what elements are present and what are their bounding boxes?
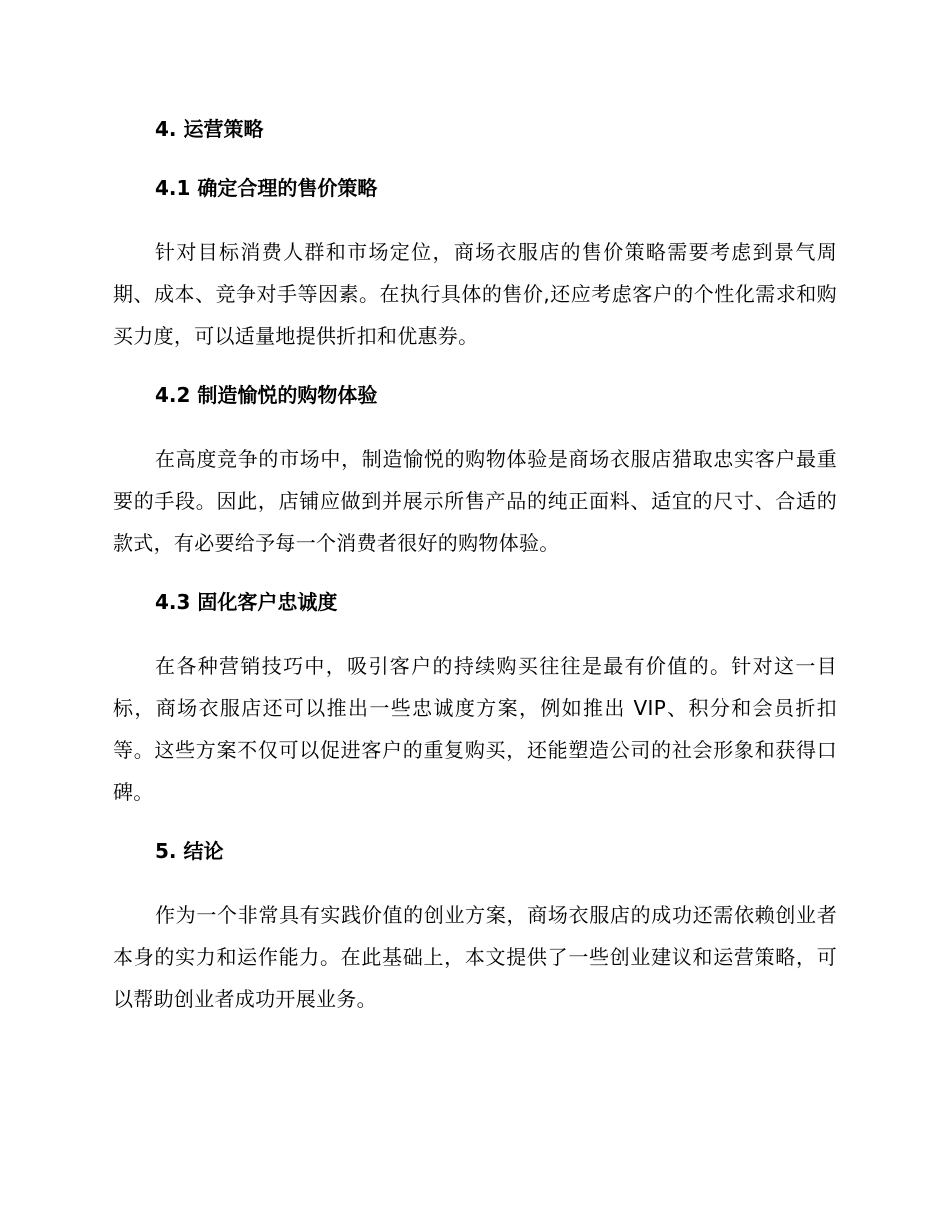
section-heading-pricing: 4.1 确定合理的售价策略 — [155, 176, 378, 200]
section-heading-conclusion: 5. 结论 — [155, 839, 224, 863]
paragraph-shopping-experience: 在高度竞争的市场中，制造愉悦的购物体验是商场衣服店猎取忠实客户最重要的手段。因此，店铺应做到并展示所售产品的纯正面料、适宜的尺寸、合适的款式，有必要给予每一个消费者很好的购物体验。 — [113, 447, 837, 555]
paragraph-loyalty: 在各种营销技巧中，吸引客户的持续购买往往是最有价值的。针对这一目标，商场衣服店还可以推出一些忠诚度方案，例如推出 VIP、积分和会员折扣等。这些方案不仅可以促进客户的重复购买，还能塑造公司的社会形象和获得口碑。 — [113, 654, 837, 804]
document-body — [113, 113, 837, 1042]
section-heading-shopping-experience: 4.2 制造愉悦的购物体验 — [155, 383, 378, 407]
paragraph-conclusion: 作为一个非常具有实践价值的创业方案，商场衣服店的成功还需依赖创业者本身的实力和运作能力。在此基础上，本文提供了一些创业建议和运营策略，可以帮助创业者成功开展业务。 — [113, 903, 837, 1011]
section-heading-operations: 4. 运营策略 — [155, 117, 264, 141]
section-heading-loyalty: 4.3 固化客户忠诚度 — [155, 590, 338, 614]
paragraph-pricing: 针对目标消费人群和市场定位，商场衣服店的售价策略需要考虑到景气周期、成本、竞争对手等因素。在执行具体的售价,还应考虑客户的个性化需求和购买力度，可以适量地提供折扣和优惠券。 — [113, 240, 837, 348]
